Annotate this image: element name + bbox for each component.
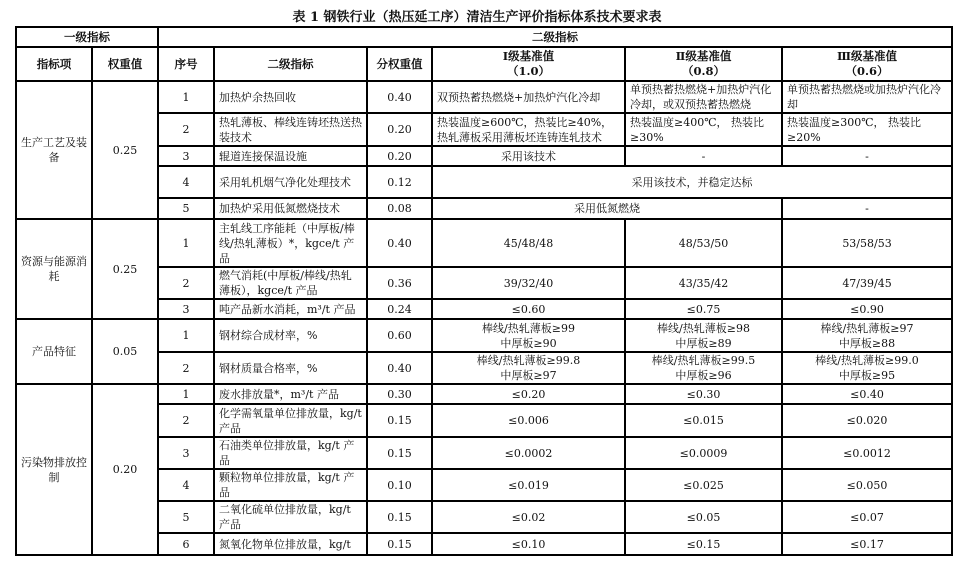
item-number: 5 xyxy=(158,501,214,533)
level2-value: ≤0.0009 xyxy=(625,437,782,469)
level3-value: - xyxy=(782,198,952,219)
level1-value: 双预热蓄热燃烧+加热炉汽化冷却 xyxy=(432,81,625,113)
level1-value: ≤0.006 xyxy=(432,404,625,437)
level1-group-header: 一级指标 xyxy=(16,27,158,47)
level1-value: 采用低氮燃烧 xyxy=(432,198,782,219)
level1-value: 采用该技术 xyxy=(432,146,625,166)
item-number: 3 xyxy=(158,437,214,469)
level3-value: ≤0.07 xyxy=(782,501,952,533)
col-level3-header xyxy=(782,47,952,81)
level1-value: ≤0.20 xyxy=(432,384,625,404)
indicator-name: 颗粒物单位排放量，kg/t 产品 xyxy=(214,469,367,501)
col-level1-header xyxy=(432,47,625,81)
table-row xyxy=(16,81,952,113)
item-number: 1 xyxy=(158,384,214,404)
indicator-name: 燃气消耗(中厚板/棒线/热轧薄板），kgce/t 产品 xyxy=(214,267,367,299)
item-number: 1 xyxy=(158,219,214,267)
indicator-name: 氮氧化物单位排放量，kg/t xyxy=(214,533,367,555)
level3-value: ≤0.17 xyxy=(782,533,952,555)
sub-weight: 0.15 xyxy=(367,404,432,437)
sub-weight: 0.30 xyxy=(367,384,432,404)
level1-value: 热装温度≥600℃，热装比≥40%，热轧薄板采用薄板坯连铸连轧技术 xyxy=(432,113,625,146)
table-row xyxy=(16,219,952,267)
col-subweight-header: 分权重值 xyxy=(367,47,432,81)
header-row-groups xyxy=(16,27,952,47)
category-name: 污染物排放控制 xyxy=(16,384,92,555)
table-title: 表 1 钢铁行业（热压延工序）清洁生产评价指标体系技术要求表 xyxy=(292,10,662,25)
level1-value: ≤0.019 xyxy=(432,469,625,501)
col-indicator-header: 二级指标 xyxy=(214,47,367,81)
indicator-name: 化学需氧量单位排放量，kg/t 产品 xyxy=(214,404,367,437)
level3-value: ≤0.020 xyxy=(782,404,952,437)
level2-value: ≤0.75 xyxy=(625,299,782,319)
col-item-header: 指标项 xyxy=(16,47,92,81)
level1-value: 39/32/40 xyxy=(432,267,625,299)
level2-value: ≤0.15 xyxy=(625,533,782,555)
header-row-columns xyxy=(16,47,952,81)
sub-weight: 0.15 xyxy=(367,533,432,555)
item-number: 4 xyxy=(158,469,214,501)
item-number: 3 xyxy=(158,299,214,319)
level2-value: 43/35/42 xyxy=(625,267,782,299)
level3-value: ≤0.0012 xyxy=(782,437,952,469)
level1-value: 45/48/48 xyxy=(432,219,625,267)
level2-value: 48/53/50 xyxy=(625,219,782,267)
level2-group-header: 二级指标 xyxy=(158,27,952,47)
level3-value: 棒线/热轧薄板≥97 中厚板≥88 xyxy=(782,319,952,352)
category-weight: 0.20 xyxy=(92,384,158,555)
level2-label: Ⅱ级基准值 xyxy=(675,49,732,63)
sub-weight: 0.08 xyxy=(367,198,432,219)
level1-value: ≤0.0002 xyxy=(432,437,625,469)
sub-weight: 0.12 xyxy=(367,166,432,198)
indicator-name: 钢材质量合格率，% xyxy=(214,352,367,384)
level1-value: 棒线/热轧薄板≥99.8 中厚板≥97 xyxy=(432,352,625,384)
table-row xyxy=(16,319,952,352)
indicator-name: 主轧线工序能耗（中厚板/棒线/热轧薄板）*，kgce/t 产品 xyxy=(214,219,367,267)
level3-value: 47/39/45 xyxy=(782,267,952,299)
level3-value: 热装温度≥300℃， 热装比≥20% xyxy=(782,113,952,146)
level2-value: 热装温度≥400℃， 热装比≥30% xyxy=(625,113,782,146)
indicator-name: 二氧化硫单位排放量，kg/t 产品 xyxy=(214,501,367,533)
category-weight: 0.05 xyxy=(92,319,158,384)
sub-weight: 0.40 xyxy=(367,352,432,384)
item-number: 2 xyxy=(158,113,214,146)
item-number: 3 xyxy=(158,146,214,166)
indicator-name: 辊道连接保温设施 xyxy=(214,146,367,166)
category-weight: 0.25 xyxy=(92,219,158,319)
indicator-name: 加热炉余热回收 xyxy=(214,81,367,113)
level1-value: 棒线/热轧薄板≥99 中厚板≥90 xyxy=(432,319,625,352)
indicator-name: 热轧薄板、棒线连铸坯热送热装技术 xyxy=(214,113,367,146)
category-weight: 0.25 xyxy=(92,81,158,219)
level2-value: ≤0.05 xyxy=(625,501,782,533)
sub-weight: 0.40 xyxy=(367,219,432,267)
level2-value: （0.8） xyxy=(681,64,725,78)
item-number: 1 xyxy=(158,81,214,113)
level3-value: 53/58/53 xyxy=(782,219,952,267)
category-name: 资源与能源消耗 xyxy=(16,219,92,319)
indicator-name: 吨产品新水消耗，m³/t 产品 xyxy=(214,299,367,319)
category-name: 生产工艺及装备 xyxy=(16,81,92,219)
level3-label: Ⅲ级基准值 xyxy=(837,49,898,63)
level1-value: ≤0.10 xyxy=(432,533,625,555)
level2-value: - xyxy=(625,146,782,166)
level2-value: ≤0.015 xyxy=(625,404,782,437)
level2-value: 棒线/热轧薄板≥99.5 中厚板≥96 xyxy=(625,352,782,384)
indicator-name: 石油类单位排放量，kg/t 产品 xyxy=(214,437,367,469)
level2-value: 棒线/热轧薄板≥98 中厚板≥89 xyxy=(625,319,782,352)
level3-value: ≤0.050 xyxy=(782,469,952,501)
table-row xyxy=(16,384,952,404)
item-number: 6 xyxy=(158,533,214,555)
item-number: 2 xyxy=(158,352,214,384)
item-number: 2 xyxy=(158,404,214,437)
level3-value: - xyxy=(782,146,952,166)
sub-weight: 0.36 xyxy=(367,267,432,299)
col-level2-header xyxy=(625,47,782,81)
sub-weight: 0.60 xyxy=(367,319,432,352)
level1-value: ≤0.60 xyxy=(432,299,625,319)
item-number: 2 xyxy=(158,267,214,299)
item-number: 4 xyxy=(158,166,214,198)
sub-weight: 0.10 xyxy=(367,469,432,501)
level2-value: ≤0.025 xyxy=(625,469,782,501)
sub-weight: 0.24 xyxy=(367,299,432,319)
level1-label: Ⅰ级基准值 xyxy=(502,49,555,63)
sub-weight: 0.20 xyxy=(367,113,432,146)
indicator-name: 废水排放量*，m³/t 产品 xyxy=(214,384,367,404)
item-number: 1 xyxy=(158,319,214,352)
sub-weight: 0.15 xyxy=(367,501,432,533)
indicator-name: 加热炉采用低氮燃烧技术 xyxy=(214,198,367,219)
level1-value: ≤0.02 xyxy=(432,501,625,533)
level1-value: （1.0） xyxy=(506,64,550,78)
level3-value: 单预热蓄热燃烧或加热炉汽化冷却 xyxy=(782,81,952,113)
level3-value: 棒线/热轧薄板≥99.0 中厚板≥95 xyxy=(782,352,952,384)
indicator-name: 钢材综合成材率，% xyxy=(214,319,367,352)
indicator-name: 采用轧机烟气净化处理技术 xyxy=(214,166,367,198)
level2-value: ≤0.30 xyxy=(625,384,782,404)
indicator-table xyxy=(15,26,953,556)
level3-value: ≤0.40 xyxy=(782,384,952,404)
sub-weight: 0.15 xyxy=(367,437,432,469)
item-number: 5 xyxy=(158,198,214,219)
col-weight-header: 权重值 xyxy=(92,47,158,81)
category-name: 产品特征 xyxy=(16,319,92,384)
sub-weight: 0.20 xyxy=(367,146,432,166)
level3-value: ≤0.90 xyxy=(782,299,952,319)
sub-weight: 0.40 xyxy=(367,81,432,113)
col-no-header: 序号 xyxy=(158,47,214,81)
level2-value: 单预热蓄热燃烧+加热炉汽化冷却，或双预热蓄热燃烧 xyxy=(625,81,782,113)
level3-value: （0.6） xyxy=(845,64,889,78)
level1-value: 采用该技术，并稳定达标 xyxy=(432,166,952,198)
